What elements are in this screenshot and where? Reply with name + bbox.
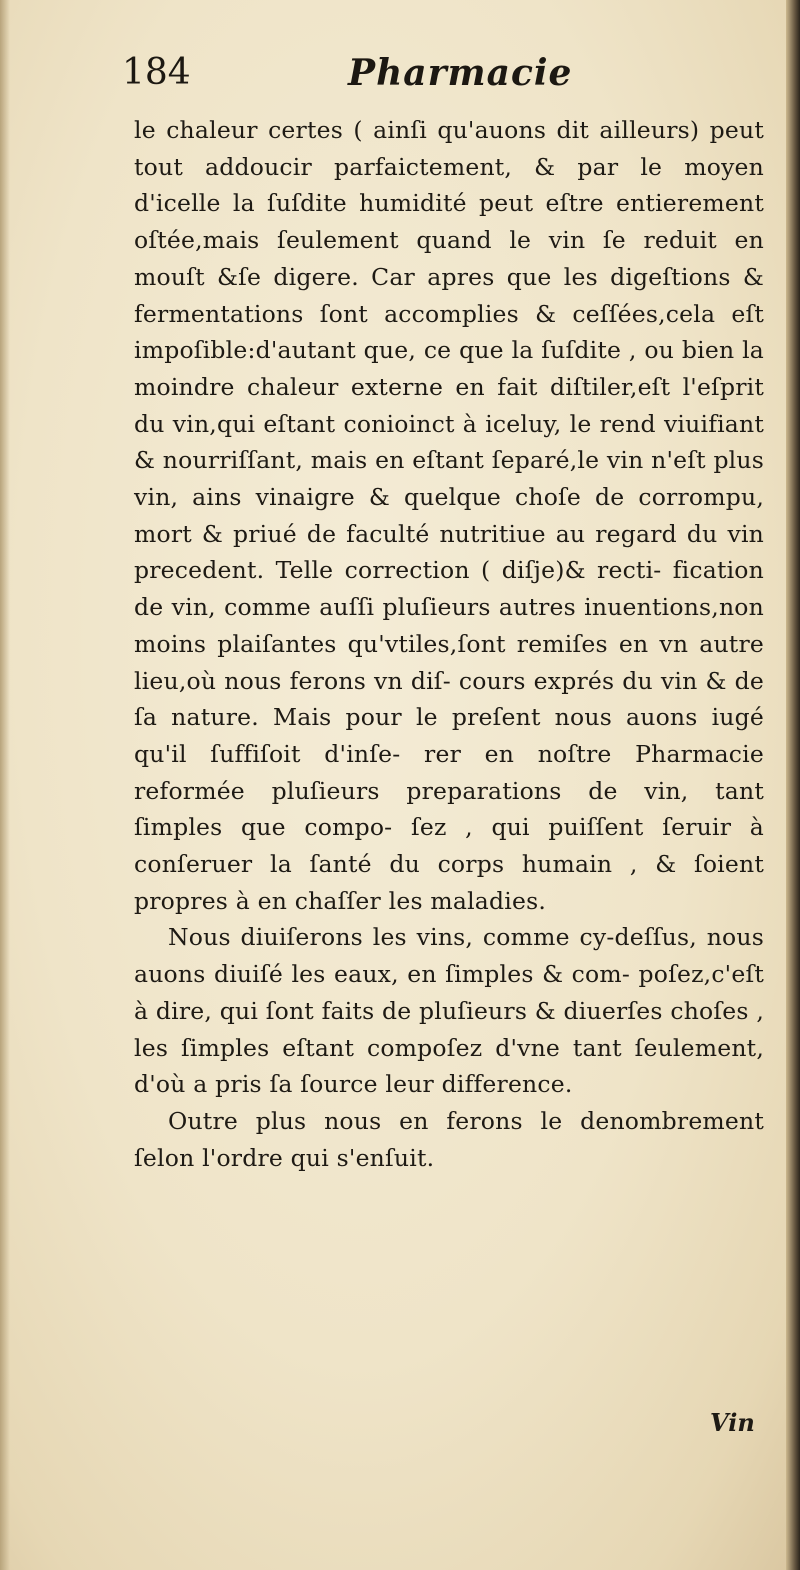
page-number: 184: [122, 52, 191, 93]
paragraph-2: Nous diuiſerons les vins, comme cy-deſſus, nous auons diuiſé les eaux, en ſimples & com- poſez,c'eſt à dire, qui ſont faits de pluſieurs & diuerſes choſes , les ſimples eſtant compoſez d'vne tant ſeulement, d'où a pris ſa ſource leur difference.: [134, 923, 764, 1099]
paragraph-1: le chaleur certes ( ainſi qu'auons dit ailleurs) peut tout addoucir parfaictement, & par le moyen d'icelle la ſuſdite humidité peut eſtre entierement oſtée,mais ſeulement quand le vin ſe reduit en mouſt &ſe digere. Car apres que les digeſtions & fermentations ſont accomplies & ceſſées,cela eſt impoſible:d'autant que, ce que la ſuſdite , ou bien la moindre chaleur externe en fait diſtiler,eſt l'eſprit du vin,qui eſtant conioinct à iceluy, le rend viuifiant & nourriſſant, mais en eſtant ſeparé,le vin n'eſt plus vin, ains vinaigre & quelque choſe de corrompu, mort & priué de faculté nutritiue au regard du vin precedent. Telle correction ( diſje)& recti- fication de vin, comme auſſi pluſieurs autres inuentions,non moins plaiſantes qu'vtiles,ſont remiſes en vn autre lieu,où nous ferons vn diſ- cours exprés du vin & de ſa nature. Mais pour le preſent nous auons iugé qu'il ſuffiſoit d'inſe- rer en noſtre Pharmacie reformée pluſieurs preparations de vin, tant ſimples que compo- ſez , qui puiſſent ſeruir à conſeruer la ſanté du corps humain , & ſoient propres à en chaſſer les maladies.: [134, 116, 764, 915]
body-text: [134, 112, 764, 1176]
page-header: [118, 52, 758, 108]
binding-gutter: [786, 0, 800, 1570]
paragraph-3: Outre plus nous en ferons le denombrement ſelon l'ordre qui s'enſuit.: [134, 1106, 764, 1172]
page-left-shadow: [0, 0, 10, 1570]
running-title: Pharmacie: [348, 52, 573, 94]
catchword: Vin: [710, 1408, 755, 1437]
